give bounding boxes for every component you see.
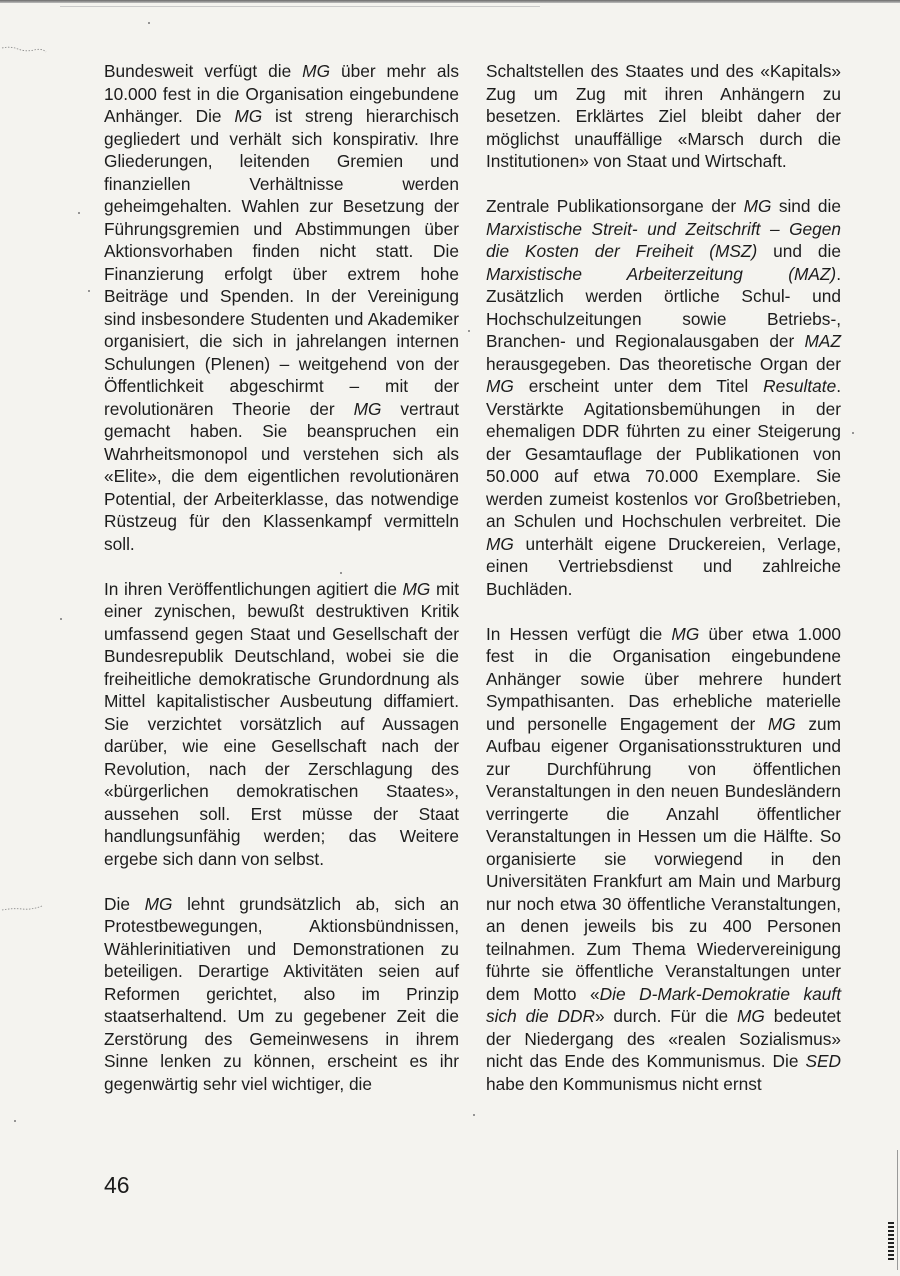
- text-run: unterhält eigene Druckereien, Verlage, einen Vertriebsdienst und zahlreiche Buchläden.: [486, 533, 841, 599]
- italic-text: SED: [805, 1051, 841, 1071]
- speck: [473, 1114, 475, 1116]
- body-paragraph: [104, 60, 459, 555]
- speck: [14, 1120, 16, 1122]
- body-paragraph: [486, 60, 841, 173]
- body-paragraph: [486, 195, 841, 600]
- italic-text: MG: [402, 578, 431, 599]
- italic-text: MG: [671, 623, 700, 644]
- italic-text: MG: [737, 1006, 765, 1026]
- text-run: . Verstärkte Agitationsbemühungen in der ehemaligen DDR führten zu einer Steigerung der Gesamtauflage der Publikationen von 50.000 auf etwa 70.000 Exemplare. Sie werden zumeist kostenlos vor Großbetrieben, an Schulen und Hochschulen verbreitet. Die: [486, 376, 841, 531]
- italic-text: MG: [767, 713, 796, 734]
- text-run: sind die: [771, 196, 841, 216]
- left-text-column: [104, 60, 459, 1118]
- scan-edge-bar: [888, 1222, 894, 1262]
- scan-edge-line: [897, 1150, 898, 1270]
- text-run: » durch. Für die: [594, 1006, 738, 1026]
- text-run: über mehr als 10.000 fest in die Organisation eingebundene Anhänger. Die: [104, 61, 459, 126]
- text-run: Die: [104, 893, 145, 914]
- speck: [468, 330, 470, 332]
- text-run: In Hessen verfügt die: [486, 623, 672, 644]
- text-run: und die: [757, 241, 841, 261]
- italic-text: MG: [486, 533, 514, 554]
- italic-text: MG: [486, 376, 514, 396]
- italic-text: MAZ: [804, 331, 841, 351]
- text-run: Schaltstellen des Staates und des «Kapitals» Zug um Zug mit ihren Anhängern zu besetzen. Erklärtes Ziel bleibt daher der möglichst unauffällige «Marsch durch die Institutionen» von Staat und Wirtschaft.: [486, 61, 841, 171]
- speck: [852, 432, 854, 434]
- body-paragraph: [104, 893, 459, 1096]
- italic-text: Marxistische Arbeiterzeitung (MAZ): [486, 263, 837, 284]
- italic-text: MG: [144, 893, 173, 914]
- text-run: vertraut gemacht haben. Sie beanspruchen ein Wahrheitsmonopol und verstehen sich als «Elite», die dem eigentlichen revolutionären Potential, der Arbeiterklasse, das notwendige Rüstzeug für den Klassenkampf vermitteln soll.: [104, 398, 460, 554]
- text-run: bedeutet der Niedergang des «realen Sozialismus» nicht das Ende des Kommunismus. Die: [486, 1006, 841, 1071]
- text-run: lehnt grundsätzlich ab, sich an Protestbewegungen, Aktionsbündnissen, Wählerinitiativen und Demonstrationen zu beteiligen. Derartige Aktivitäten seien auf Reformen gerichtet, also im Prinzip staatserhaltend. Um zu gegebener Zeit die Zerstörung des Gemeinwesens in ihrem Sinne lenken zu können, erscheint es ihr gegenwärtig sehr viel wichtiger, die: [104, 893, 460, 1094]
- text-run: In ihren Veröffentlichungen agitiert die: [104, 578, 403, 599]
- body-paragraph: [104, 578, 459, 871]
- italic-text: Marxistische Streit- und Zeitschrift – Gegen die Kosten der Freiheit (MSZ): [486, 218, 841, 261]
- right-text-column: [486, 60, 841, 1118]
- italic-text: Die D-Mark-Demokratie kauft sich die DDR: [486, 983, 841, 1026]
- scan-artifact-mark: [0, 40, 48, 56]
- page-number: 46: [104, 1172, 130, 1198]
- italic-text: Resultate: [763, 376, 837, 396]
- page-top-rule: [60, 6, 540, 7]
- text-run: . Zusätzlich werden örtliche Schul- und Hochschulzeitungen sowie Betriebs-, Branchen- und Regionalausgaben der: [486, 263, 841, 351]
- scan-artifact-mark: [0, 900, 44, 914]
- italic-text: MG: [234, 106, 263, 126]
- text-run: erscheint unter dem Titel: [513, 376, 764, 396]
- body-paragraph: [486, 623, 841, 1096]
- text-run: über etwa 1.000 fest in die Organisation eingebundene Anhänger sowie über mehrere hundert Sympathisanten. Das erhebliche materielle und personelle Engagement der: [486, 623, 841, 734]
- text-run: ist streng hierarchisch gegliedert und verhält sich konspirativ. Ihre Gliederungen, leitenden Gremien und finanziellen Verhältnisse werden geheimgehalten. Wahlen zur Besetzung der Führungsgremien und Abstimmungen über Aktionsvorhaben finden nicht statt. Die Finanzierung erfolgt über extrem hohe Beiträge und Spenden. In der Vereinigung sind insbesondere Studenten und Akademiker organisiert, die sich in jahrelangen internen Schulungen (Plenen) – weitgehend von der Öffentlichkeit abgeschirmt – mit der revolutionären Theorie der: [104, 106, 459, 419]
- text-run: Zentrale Publikationsorgane der: [486, 196, 744, 216]
- italic-text: MG: [743, 196, 772, 216]
- speck: [78, 212, 80, 214]
- text-run: habe den Kommunismus nicht ernst: [486, 1073, 762, 1094]
- text-run: zum Aufbau eigener Organisationsstrukturen und zur Durchführung von öffentlichen Veranstaltungen in den neuen Bundesländern verringerte die Anzahl öffentlicher Veranstaltungen in Hessen um die Hälfte. So organisierte sie vorwiegend in den Universitäten Frankfurt am Main und Marburg nur noch etwa 30 öffentliche Veranstaltungen, an denen jeweils bis zu 400 Personen teilnahmen. Zum Thema Wiedervereinigung führte sie öffentliche Veranstaltungen unter dem Motto «: [486, 713, 841, 1004]
- text-run: herausgegeben. Das theoretische Organ der: [486, 353, 841, 374]
- text-run: Bundesweit verfügt die: [104, 61, 303, 81]
- page-top-border: [0, 0, 900, 3]
- italic-text: MG: [302, 61, 331, 81]
- speck: [148, 22, 150, 24]
- text-run: mit einer zynischen, bewußt destruktiven Kritik umfassend gegen Staat und Gesellschaft der Bundesrepublik Deutschland, wobei sie die freiheitliche demokratische Grundordnung als Mittel kapitalistischer Ausbeutung diffamiert. Sie verzichtet vorsätzlich auf Aussagen darüber, wie eine Gesellschaft nach der Revolution, nach der Zerschlagung des «bürgerlichen demokratischen Staates», aussehen soll. Erst müsse der Staat handlungsunfähig werden; das Weitere ergebe sich dann von selbst.: [104, 578, 459, 869]
- speck: [88, 290, 90, 292]
- speck: [60, 618, 62, 620]
- italic-text: MG: [353, 398, 382, 419]
